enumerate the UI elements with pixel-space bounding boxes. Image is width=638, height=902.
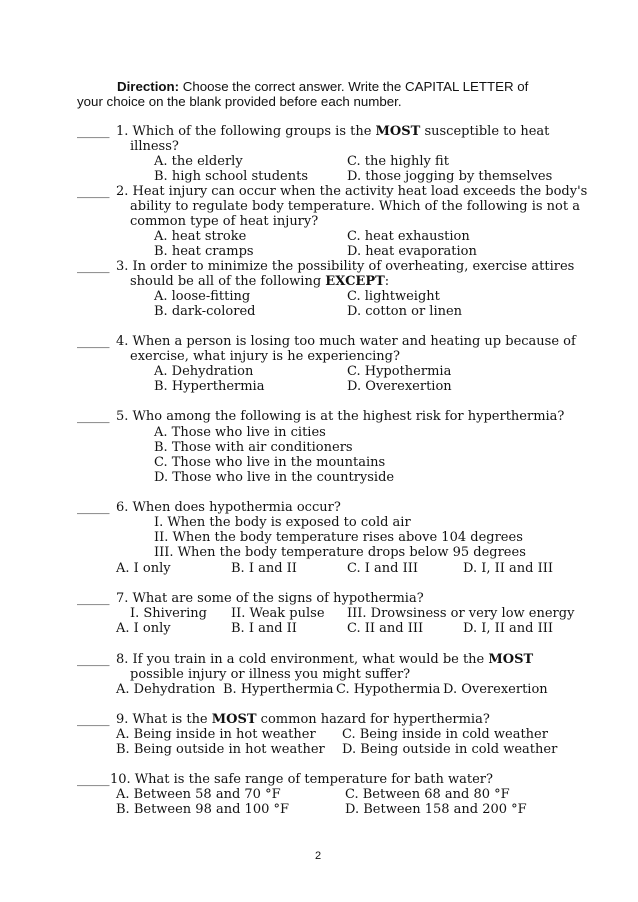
q7-choice-b: B. I and II bbox=[231, 621, 297, 636]
answer-blank-2[interactable]: _____ bbox=[77, 184, 110, 199]
q3-text-c: : bbox=[384, 274, 390, 289]
q10-choice-a: A. Between 58 and 70 °F bbox=[116, 787, 281, 802]
q2-choice-c: C. heat exhaustion bbox=[347, 229, 470, 244]
answer-blank-5[interactable]: _____ bbox=[77, 409, 110, 424]
question-3-line-2 bbox=[130, 274, 389, 289]
q2-choice-d: D. heat evaporation bbox=[347, 244, 477, 259]
q7-option-iii: III. Drowsiness or very low energy bbox=[347, 606, 575, 621]
q6-choice-a: A. I only bbox=[116, 561, 171, 576]
q8-emphasis: MOST bbox=[488, 652, 534, 667]
question-4-line-2: exercise, what injury is he experiencing? bbox=[130, 349, 400, 364]
q5-choice-c: C. Those who live in the mountains bbox=[154, 455, 386, 470]
answer-blank-3[interactable]: _____ bbox=[77, 259, 110, 274]
q2-choice-a: A. heat stroke bbox=[154, 229, 247, 244]
q3-choice-d: D. cotton or linen bbox=[347, 304, 463, 319]
q9-choice-b: B. Being outside in hot weather bbox=[116, 742, 325, 757]
direction-line-1 bbox=[117, 79, 528, 94]
q1-emphasis: MOST bbox=[375, 124, 421, 139]
q5-choice-a: A. Those who live in cities bbox=[154, 425, 326, 440]
q8-choice-c: C. Hypothermia bbox=[336, 682, 441, 697]
q1-choice-d: D. those jogging by themselves bbox=[347, 169, 553, 184]
q9-text-a: 9. What is the bbox=[116, 712, 212, 727]
q3-emphasis: EXCEPT bbox=[325, 274, 385, 289]
question-2-line-2: ability to regulate body temperature. Which of the following is not a bbox=[130, 199, 580, 214]
q6-option-ii: II. When the body temperature rises above 104 degrees bbox=[154, 530, 523, 545]
q3-choice-c: C. lightweight bbox=[347, 289, 440, 304]
q4-choice-b: B. Hyperthermia bbox=[154, 379, 265, 394]
q5-choice-b: B. Those with air conditioners bbox=[154, 440, 353, 455]
q6-option-iii: III. When the body temperature drops below 95 degrees bbox=[154, 545, 526, 560]
q1-choice-a: A. the elderly bbox=[154, 154, 243, 169]
q10-choice-c: C. Between 68 and 80 °F bbox=[345, 787, 510, 802]
q10-choice-b: B. Between 98 and 100 °F bbox=[116, 802, 290, 817]
q9-emphasis: MOST bbox=[211, 712, 257, 727]
q5-choice-d: D. Those who live in the countryside bbox=[154, 470, 395, 485]
page-number: 2 bbox=[315, 850, 322, 862]
q1-text-a: 1. Which of the following groups is the bbox=[116, 124, 376, 139]
q1-text-c: susceptible to heat bbox=[420, 124, 550, 139]
q3-choice-b: B. dark-colored bbox=[154, 304, 256, 319]
answer-blank-10[interactable]: _____ bbox=[77, 772, 110, 787]
question-6: 6. When does hypothermia occur? bbox=[116, 500, 341, 515]
direction-text: Choose the correct answer. Write the CAPITAL LETTER of bbox=[179, 79, 529, 94]
question-8 bbox=[116, 652, 533, 667]
q9-choice-c: C. Being inside in cold weather bbox=[342, 727, 548, 742]
answer-blank-4[interactable]: _____ bbox=[77, 334, 110, 349]
q6-choice-b: B. I and II bbox=[231, 561, 297, 576]
q8-text-a: 8. If you train in a cold environment, what would be the bbox=[116, 652, 489, 667]
answer-blank-7[interactable]: _____ bbox=[77, 591, 110, 606]
question-9 bbox=[116, 712, 490, 727]
question-1 bbox=[116, 124, 549, 139]
answer-blank-6[interactable]: _____ bbox=[77, 500, 110, 515]
q7-choice-a: A. I only bbox=[116, 621, 171, 636]
question-7: 7. What are some of the signs of hypothermia? bbox=[116, 591, 424, 606]
q9-choice-a: A. Being inside in hot weather bbox=[116, 727, 316, 742]
q6-choice-c: C. I and III bbox=[347, 561, 418, 576]
q8-choice-d: D. Overexertion bbox=[443, 682, 548, 697]
question-8-line-2: possible injury or illness you might suffer? bbox=[130, 667, 411, 682]
q3-choice-a: A. loose-fitting bbox=[154, 289, 251, 304]
q1-choice-b: B. high school students bbox=[154, 169, 308, 184]
q9-choice-d: D. Being outside in cold weather bbox=[342, 742, 558, 757]
q4-choice-a: A. Dehydration bbox=[154, 364, 254, 379]
question-3: 3. In order to minimize the possibility of overheating, exercise attires bbox=[116, 259, 575, 274]
q7-option-i: I. Shivering bbox=[130, 606, 207, 621]
q6-choice-d: D. I, II and III bbox=[463, 561, 554, 576]
q4-choice-c: C. Hypothermia bbox=[347, 364, 452, 379]
question-4: 4. When a person is losing too much water and heating up because of bbox=[116, 334, 576, 349]
q7-choice-d: D. I, II and III bbox=[463, 621, 554, 636]
question-2-line-3: common type of heat injury? bbox=[130, 214, 319, 229]
question-10: 10. What is the safe range of temperature for bath water? bbox=[110, 772, 493, 787]
answer-blank-1[interactable]: _____ bbox=[77, 124, 110, 139]
q2-choice-b: B. heat cramps bbox=[154, 244, 254, 259]
q9-text-c: common hazard for hyperthermia? bbox=[256, 712, 490, 727]
direction-label: Direction: bbox=[117, 79, 180, 94]
q4-choice-d: D. Overexertion bbox=[347, 379, 452, 394]
question-1-line-2: illness? bbox=[130, 139, 179, 154]
direction-line-2: your choice on the blank provided before each number. bbox=[77, 94, 402, 109]
question-2: 2. Heat injury can occur when the activity heat load exceeds the body's bbox=[116, 184, 588, 199]
q6-option-i: I. When the body is exposed to cold air bbox=[154, 515, 411, 530]
q7-choice-c: C. II and III bbox=[347, 621, 424, 636]
question-5: 5. Who among the following is at the highest risk for hyperthermia? bbox=[116, 409, 565, 424]
q8-choice-b: B. Hyperthermia bbox=[223, 682, 334, 697]
answer-blank-9[interactable]: _____ bbox=[77, 712, 110, 727]
q10-choice-d: D. Between 158 and 200 °F bbox=[345, 802, 527, 817]
answer-blank-8[interactable]: _____ bbox=[77, 652, 110, 667]
q7-option-ii: II. Weak pulse bbox=[231, 606, 325, 621]
q1-choice-c: C. the highly fit bbox=[347, 154, 449, 169]
q8-choice-a: A. Dehydration bbox=[116, 682, 216, 697]
q3-text-a: should be all of the following bbox=[130, 274, 326, 289]
